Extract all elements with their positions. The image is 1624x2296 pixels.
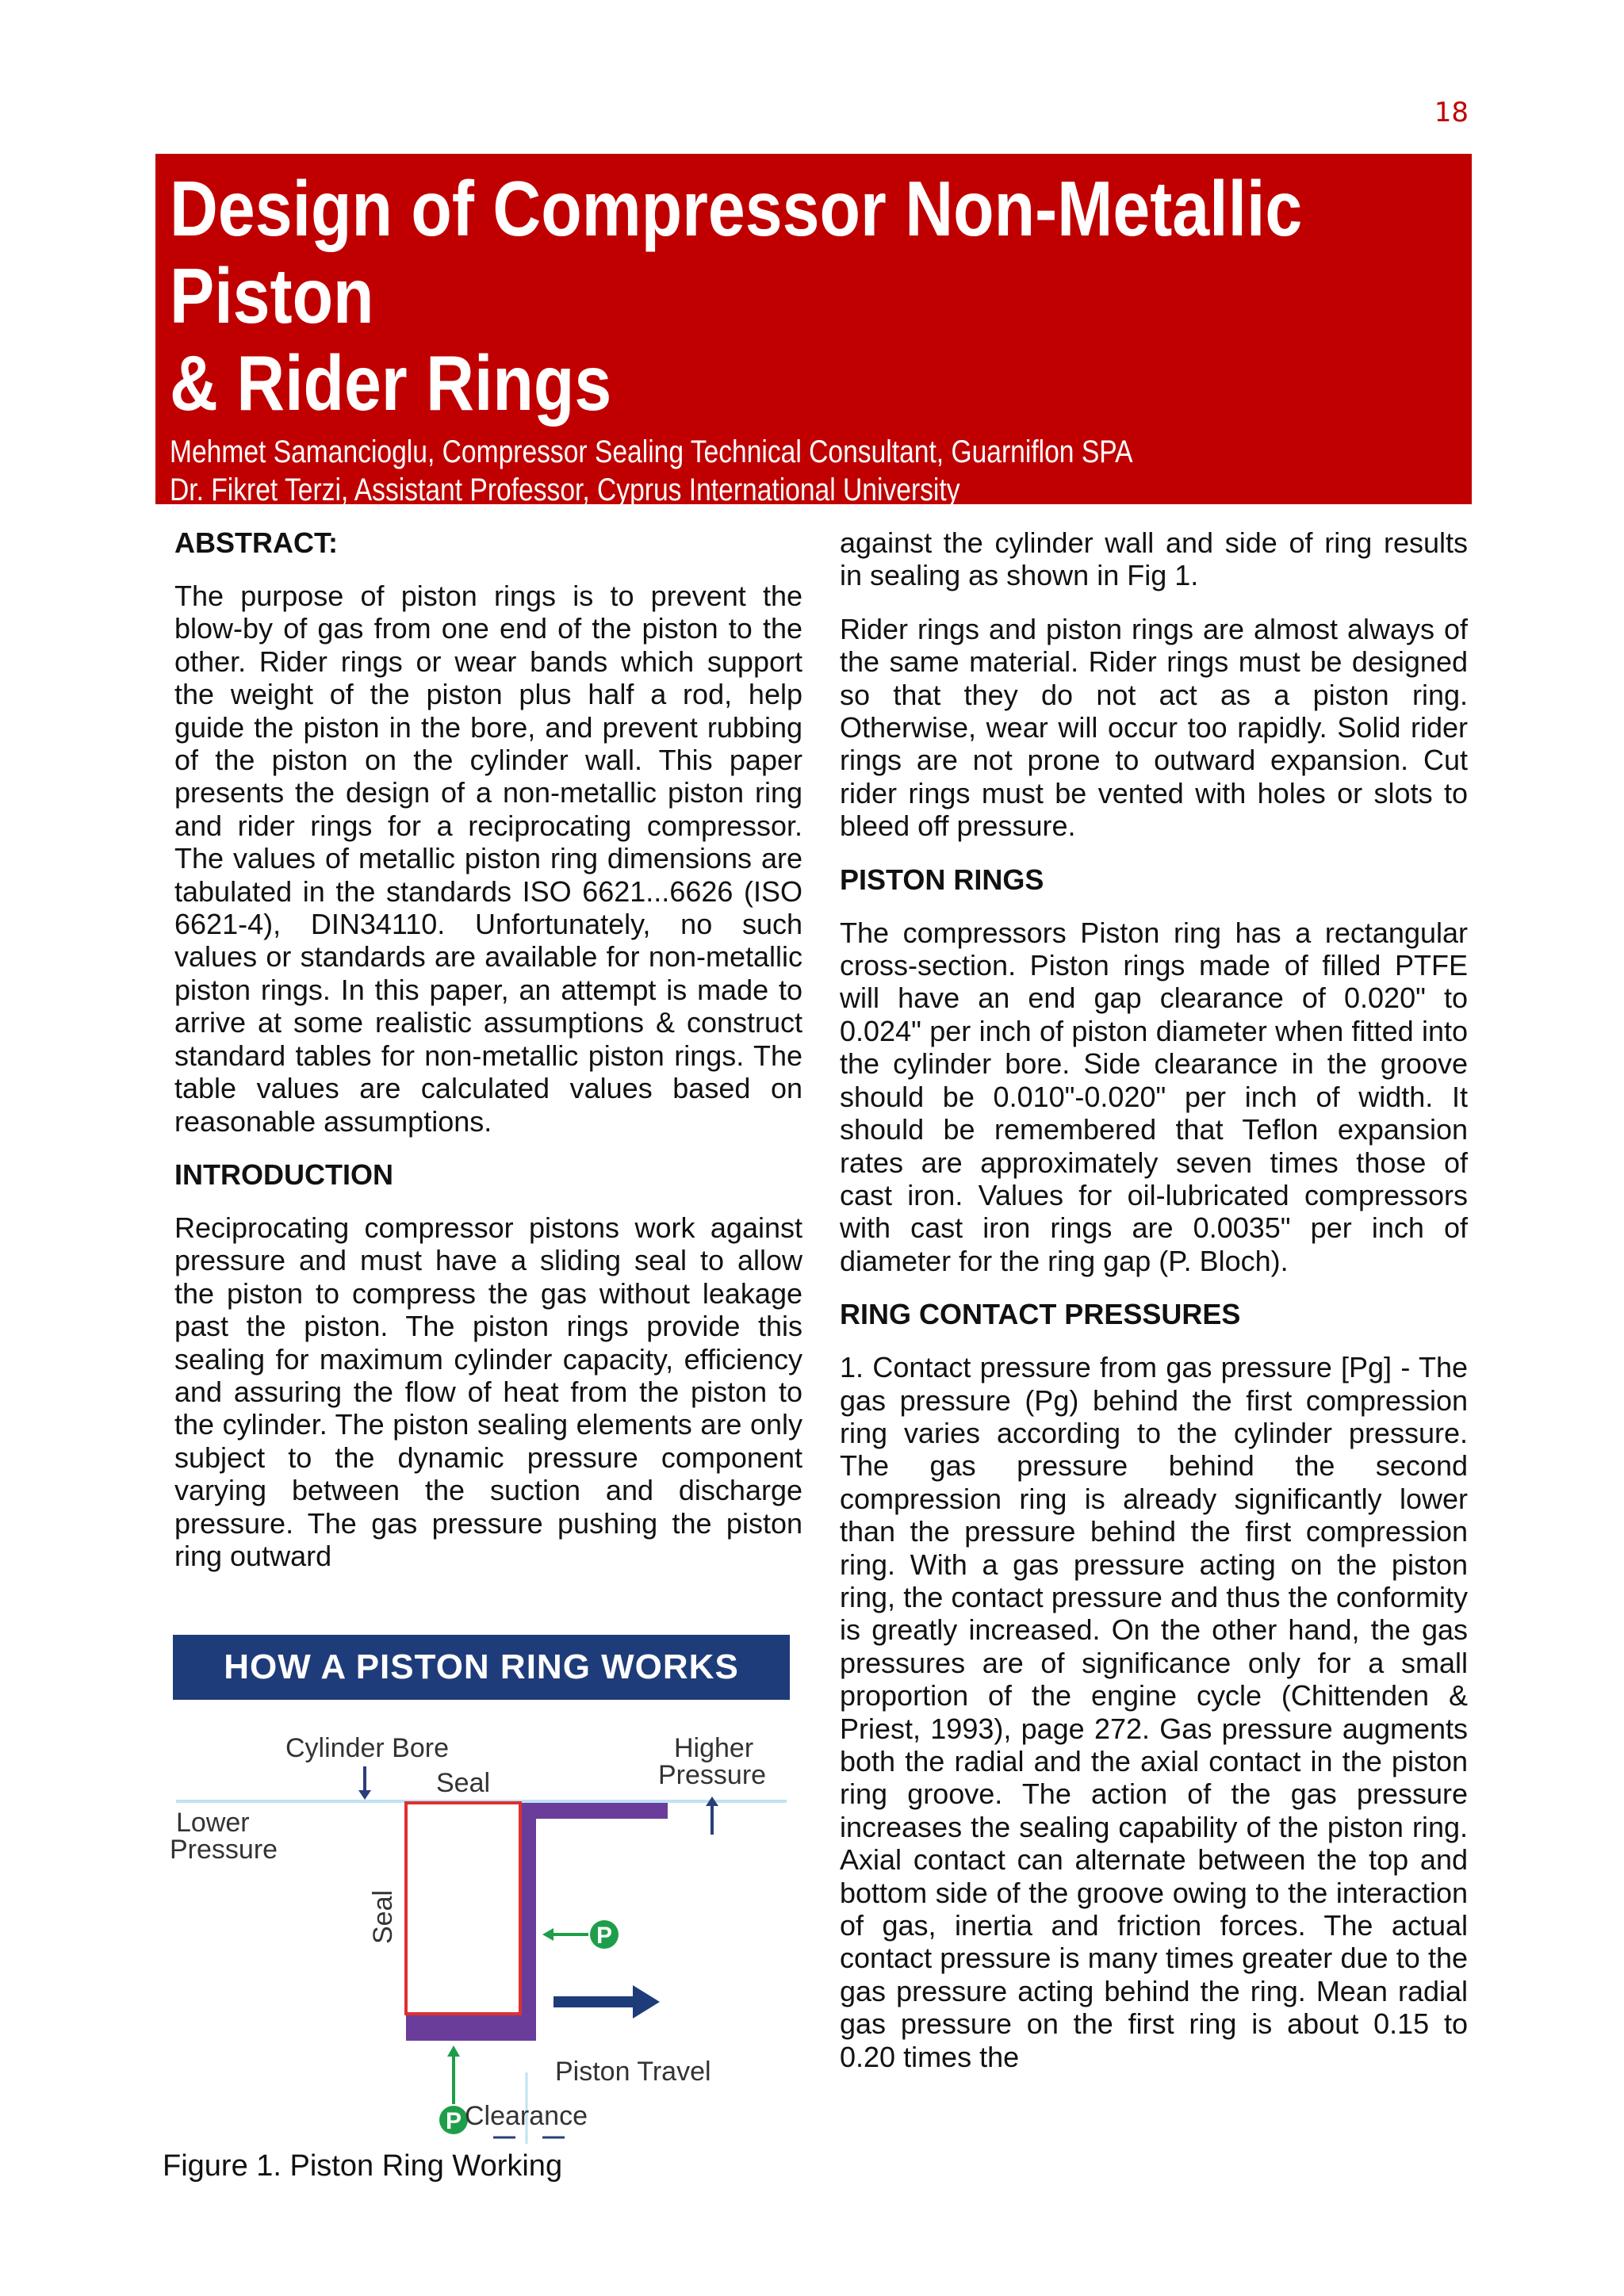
label-higher-pressure: Pressure bbox=[658, 1760, 767, 1790]
piston-rings-text: The compressors Piston ring has a rectangular cross-section. Piston rings made of filled PTFE will have an end gap clearance of 0.020" to 0.024" per inch of piston diameter when fitted into the cylinder bore. Side clearance in the groove should be 0.010"-0.020" per inch of width. It should be remembered that Teflon expansion rates are approximately seven times those of cast iron. Values for oil-lubricated compressors with cast iron rings are 0.0035" per inch of diameter for the ring gap (P. Bloch). bbox=[840, 916, 1468, 1277]
figure-caption: Figure 1. Piston Ring Working bbox=[163, 2149, 563, 2183]
continued-text: against the cylinder wall and side of ring results in sealing as shown in Fig 1. bbox=[840, 526, 1468, 592]
abstract-heading: ABSTRACT: bbox=[174, 526, 338, 559]
rider-rings-text: Rider rings and piston rings are almost always of the same material. Rider rings must be designed so that they do not act as a piston ring. Otherwise, wear will occur too rapidly. Solid rider rings are not prone to outward expansion. Cut rider rings must be vented with holes or slots to bleed off pressure. bbox=[840, 612, 1468, 843]
cylinder-bore-arrowhead bbox=[358, 1790, 371, 1800]
label-cylinder-bore: Cylinder Bore bbox=[285, 1733, 449, 1763]
title-banner bbox=[155, 154, 1472, 507]
label-piston-travel: Piston Travel bbox=[555, 2057, 711, 2087]
label-lower: Lower bbox=[176, 1808, 250, 1838]
label-p-bottom: P bbox=[445, 2108, 462, 2134]
piston-travel-arrow bbox=[553, 1996, 633, 2007]
paper-title bbox=[170, 165, 1465, 427]
right-column bbox=[840, 526, 1468, 2073]
piston-ring bbox=[406, 1803, 520, 2014]
label-clearance: Clearance bbox=[465, 2101, 588, 2131]
author-2: Dr. Fikret Terzi, Assistant Professor, Cyprus International University bbox=[170, 473, 960, 507]
left-column bbox=[174, 526, 802, 1572]
page-number: 18 bbox=[1434, 97, 1469, 128]
label-higher: Higher bbox=[674, 1733, 754, 1763]
label-seal-top: Seal bbox=[436, 1768, 491, 1798]
pressure-arrowhead-bottom bbox=[447, 2045, 460, 2057]
abstract-text: The purpose of piston rings is to prevent the blow-by of gas from one end of the piston to the other. Rider rings or wear bands which support the weight of the piston plus half a rod, help guide the piston in the bore, and prevent rubbing of the piston on the cylinder wall. This paper presents the design of a non-metallic piston ring and rider rings for a reciprocating compressor. The values of metallic piston ring dimensions are tabulated in the standards ISO 6621...6626 (ISO 6621-4), DIN34110. Unfortunately, no such values or standards are available for non-metallic piston rings. In this paper, an attempt is made to arrive at some realistic assumptions & construct standard tables for non-metallic piston rings. The table values are calculated values based on reasonable assumptions. bbox=[174, 580, 802, 1138]
piston-rings-heading: PISTON RINGS bbox=[840, 863, 1044, 896]
introduction-text: Reciprocating compressor pistons work against pressure and must have a sliding seal to allow the piston to compress the gas without leakage past the piston. The piston rings provide this sealing for maximum cylinder capacity, efficiency and assuring the flow of heat from the piston to the cylinder. The piston sealing elements are only subject to the dynamic pressure component varying between the suction and discharge pressure. The gas pressure pushing the piston ring outward bbox=[174, 1211, 802, 1572]
ring-contact-heading: RING CONTACT PRESSURES bbox=[840, 1298, 1241, 1331]
piston-travel-arrowhead bbox=[633, 1985, 660, 2019]
author-1: Mehmet Samancioglu, Compressor Sealing Technical Consultant, Guarniflon SPA bbox=[170, 434, 1133, 469]
ring-contact-text: 1. Contact pressure from gas pressure [Pg] - The gas pressure (Pg) behind the first compression ring varies according to the cylinder pressure. The gas pressure behind the second compression ring is already significantly lower than the pressure behind the first compression ring. With a gas pressure acting on the piston ring, the contact pressure and thus the conformity is greatly increased. On the other hand, the gas pressures are of significance only for a small proportion of the engine cycle (Chittenden & Priest, 1993), page 272. Gas pressure augments both the radial and the axial contact in the piston ring groove. The action of the gas pressure increases the sealing capability of the piston ring. Axial contact can alternate between the top and bottom side of the groove owing to the interaction of gas, inertia and friction forces. The actual contact pressure is many times greater due to the gas pressure acting behind the ring. Mean radial gas pressure on the first ring is about 0.15 to 0.20 times the bbox=[840, 1351, 1468, 2073]
label-seal-side: Seal bbox=[368, 1889, 398, 1944]
piston-ring-diagram bbox=[160, 1700, 795, 2144]
label-p-side: P bbox=[596, 1923, 613, 1949]
title-line-2: & Rider Rings bbox=[170, 339, 612, 427]
piston-ring-figure bbox=[170, 1635, 790, 2142]
pressure-arrowhead-side bbox=[542, 1928, 553, 1941]
introduction-heading: INTRODUCTION bbox=[174, 1158, 393, 1191]
author-list bbox=[170, 433, 1457, 509]
figure-title: HOW A PISTON RING WORKS bbox=[173, 1635, 790, 1700]
title-line-1: Design of Compressor Non-Metallic Piston bbox=[170, 165, 1303, 339]
label-lower-pressure: Pressure bbox=[170, 1835, 278, 1865]
